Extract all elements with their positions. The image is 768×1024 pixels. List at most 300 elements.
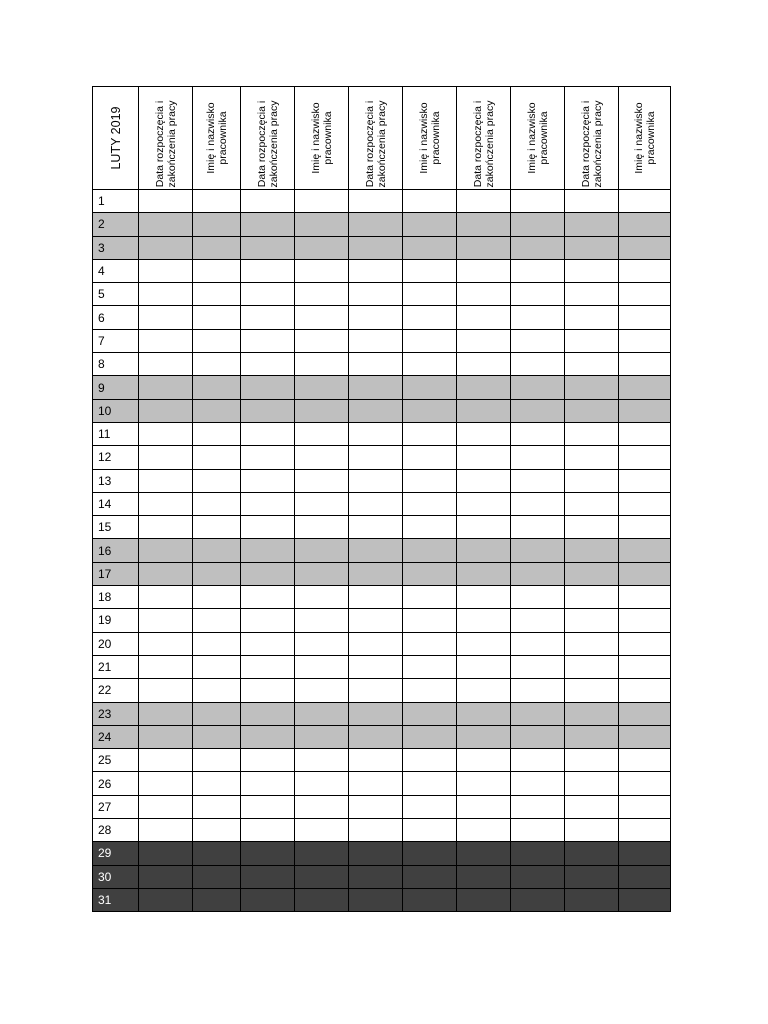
- employee-name-cell[interactable]: [511, 329, 565, 352]
- date-range-cell[interactable]: [349, 725, 403, 748]
- date-range-cell[interactable]: [349, 586, 403, 609]
- employee-name-cell[interactable]: [193, 353, 241, 376]
- employee-name-cell[interactable]: [619, 795, 671, 818]
- employee-name-cell[interactable]: [193, 609, 241, 632]
- date-range-cell[interactable]: [349, 749, 403, 772]
- employee-name-cell[interactable]: [511, 399, 565, 422]
- employee-name-cell[interactable]: [511, 749, 565, 772]
- date-range-cell[interactable]: [457, 586, 511, 609]
- employee-name-cell[interactable]: [619, 655, 671, 678]
- employee-name-cell[interactable]: [295, 632, 349, 655]
- employee-name-cell[interactable]: [619, 422, 671, 445]
- employee-name-cell[interactable]: [403, 679, 457, 702]
- date-range-cell[interactable]: [457, 259, 511, 282]
- date-range-cell[interactable]: [457, 516, 511, 539]
- date-range-cell[interactable]: [349, 329, 403, 352]
- date-range-cell[interactable]: [139, 562, 193, 585]
- employee-name-cell[interactable]: [403, 422, 457, 445]
- employee-name-cell[interactable]: [403, 586, 457, 609]
- employee-name-cell[interactable]: [193, 586, 241, 609]
- date-range-cell[interactable]: [457, 795, 511, 818]
- employee-name-cell[interactable]: [193, 679, 241, 702]
- employee-name-cell[interactable]: [295, 446, 349, 469]
- date-range-cell[interactable]: [565, 469, 619, 492]
- date-range-cell[interactable]: [457, 446, 511, 469]
- date-range-cell[interactable]: [349, 702, 403, 725]
- date-range-cell[interactable]: [139, 329, 193, 352]
- employee-name-cell[interactable]: [193, 539, 241, 562]
- date-range-cell[interactable]: [349, 679, 403, 702]
- employee-name-cell: [295, 842, 349, 865]
- employee-name-cell[interactable]: [295, 283, 349, 306]
- date-range-cell[interactable]: [565, 702, 619, 725]
- date-range-cell[interactable]: [457, 353, 511, 376]
- date-range-cell[interactable]: [349, 562, 403, 585]
- date-range-cell[interactable]: [139, 353, 193, 376]
- employee-name-cell[interactable]: [511, 609, 565, 632]
- date-range-cell[interactable]: [349, 772, 403, 795]
- date-range-cell[interactable]: [565, 213, 619, 236]
- employee-name-cell[interactable]: [619, 236, 671, 259]
- employee-name-cell[interactable]: [403, 725, 457, 748]
- date-range-cell[interactable]: [241, 190, 295, 213]
- employee-name-cell[interactable]: [619, 562, 671, 585]
- date-range-cell[interactable]: [565, 679, 619, 702]
- employee-name-cell[interactable]: [193, 259, 241, 282]
- employee-name-cell[interactable]: [619, 539, 671, 562]
- employee-name-cell[interactable]: [193, 190, 241, 213]
- employee-name-cell[interactable]: [403, 376, 457, 399]
- employee-name-cell[interactable]: [193, 329, 241, 352]
- table-row: [93, 562, 671, 585]
- date-range-cell[interactable]: [457, 562, 511, 585]
- date-range-cell[interactable]: [457, 190, 511, 213]
- employee-name-cell[interactable]: [193, 749, 241, 772]
- employee-name-cell[interactable]: [619, 725, 671, 748]
- date-range-cell[interactable]: [349, 469, 403, 492]
- date-range-cell[interactable]: [241, 586, 295, 609]
- employee-name-cell[interactable]: [511, 353, 565, 376]
- employee-name-cell[interactable]: [295, 259, 349, 282]
- date-range-cell[interactable]: [349, 283, 403, 306]
- employee-name-cell[interactable]: [193, 376, 241, 399]
- date-range-cell[interactable]: [349, 213, 403, 236]
- date-range-cell[interactable]: [565, 795, 619, 818]
- date-range-cell[interactable]: [349, 236, 403, 259]
- employee-name-cell[interactable]: [511, 376, 565, 399]
- date-range-cell[interactable]: [349, 655, 403, 678]
- date-range-cell[interactable]: [565, 376, 619, 399]
- date-range-cell[interactable]: [139, 632, 193, 655]
- employee-name-cell[interactable]: [295, 469, 349, 492]
- employee-name-cell[interactable]: [295, 772, 349, 795]
- employee-name-cell[interactable]: [403, 795, 457, 818]
- date-range-cell[interactable]: [457, 236, 511, 259]
- employee-name-cell[interactable]: [619, 819, 671, 842]
- employee-name-cell[interactable]: [295, 353, 349, 376]
- date-range-cell[interactable]: [241, 306, 295, 329]
- date-range-cell[interactable]: [565, 819, 619, 842]
- employee-name-cell[interactable]: [403, 702, 457, 725]
- employee-name-cell[interactable]: [403, 236, 457, 259]
- date-range-cell[interactable]: [241, 632, 295, 655]
- date-range-cell[interactable]: [241, 539, 295, 562]
- employee-name-cell[interactable]: [511, 213, 565, 236]
- employee-name-cell[interactable]: [295, 795, 349, 818]
- date-range-cell[interactable]: [241, 655, 295, 678]
- employee-name-cell[interactable]: [193, 772, 241, 795]
- date-range-cell[interactable]: [241, 446, 295, 469]
- date-range-cell[interactable]: [349, 190, 403, 213]
- employee-name-cell[interactable]: [295, 190, 349, 213]
- employee-name-cell[interactable]: [511, 819, 565, 842]
- date-range-cell[interactable]: [457, 632, 511, 655]
- date-range-cell[interactable]: [349, 609, 403, 632]
- employee-name-cell[interactable]: [295, 306, 349, 329]
- employee-name-cell[interactable]: [619, 586, 671, 609]
- employee-name-cell[interactable]: [193, 306, 241, 329]
- date-range-cell[interactable]: [241, 562, 295, 585]
- date-range-cell[interactable]: [241, 422, 295, 445]
- employee-name-cell[interactable]: [619, 259, 671, 282]
- employee-name-cell[interactable]: [403, 492, 457, 515]
- employee-name-cell[interactable]: [403, 399, 457, 422]
- day-number: 28: [93, 819, 139, 842]
- date-range-cell[interactable]: [139, 749, 193, 772]
- date-range-cell[interactable]: [349, 376, 403, 399]
- employee-name-cell[interactable]: [511, 655, 565, 678]
- employee-name-cell[interactable]: [511, 539, 565, 562]
- employee-name-cell[interactable]: [511, 725, 565, 748]
- employee-name-cell[interactable]: [193, 516, 241, 539]
- date-range-cell[interactable]: [241, 749, 295, 772]
- employee-name-cell[interactable]: [619, 446, 671, 469]
- employee-name-cell[interactable]: [511, 702, 565, 725]
- date-range-cell[interactable]: [457, 609, 511, 632]
- table-row: [93, 749, 671, 772]
- date-range-cell[interactable]: [139, 725, 193, 748]
- employee-name-cell[interactable]: [511, 469, 565, 492]
- date-range-cell[interactable]: [457, 399, 511, 422]
- employee-name-cell[interactable]: [403, 516, 457, 539]
- date-range-cell[interactable]: [241, 795, 295, 818]
- employee-name-cell[interactable]: [403, 772, 457, 795]
- employee-name-cell[interactable]: [295, 399, 349, 422]
- date-range-cell[interactable]: [349, 795, 403, 818]
- employee-name-cell[interactable]: [295, 586, 349, 609]
- date-range-cell[interactable]: [457, 283, 511, 306]
- date-range-cell[interactable]: [457, 655, 511, 678]
- date-range-cell[interactable]: [139, 446, 193, 469]
- employee-name-cell[interactable]: [193, 492, 241, 515]
- employee-name-cell: [193, 842, 241, 865]
- employee-name-cell[interactable]: [193, 655, 241, 678]
- employee-name-cell[interactable]: [619, 609, 671, 632]
- day-number: 24: [93, 725, 139, 748]
- date-range-cell[interactable]: [139, 190, 193, 213]
- date-range-cell[interactable]: [241, 516, 295, 539]
- date-range-cell[interactable]: [241, 609, 295, 632]
- date-range-cell[interactable]: [241, 725, 295, 748]
- employee-name-cell[interactable]: [193, 725, 241, 748]
- date-range-cell[interactable]: [457, 492, 511, 515]
- date-range-cell[interactable]: [241, 283, 295, 306]
- employee-name-cell[interactable]: [619, 306, 671, 329]
- employee-name-cell[interactable]: [403, 469, 457, 492]
- employee-name-cell[interactable]: [403, 539, 457, 562]
- date-range-cell[interactable]: [139, 655, 193, 678]
- employee-name-cell[interactable]: [511, 795, 565, 818]
- date-range-cell[interactable]: [565, 586, 619, 609]
- date-range-cell[interactable]: [241, 702, 295, 725]
- date-range-cell[interactable]: [139, 376, 193, 399]
- employee-name-cell[interactable]: [619, 376, 671, 399]
- date-range-cell[interactable]: [565, 190, 619, 213]
- employee-name-cell[interactable]: [193, 562, 241, 585]
- employee-name-cell[interactable]: [295, 236, 349, 259]
- employee-name-cell[interactable]: [511, 422, 565, 445]
- date-range-cell[interactable]: [565, 609, 619, 632]
- employee-name-cell[interactable]: [619, 353, 671, 376]
- date-range-cell[interactable]: [241, 399, 295, 422]
- employee-name-cell[interactable]: [295, 609, 349, 632]
- employee-name-cell[interactable]: [619, 632, 671, 655]
- employee-name-cell[interactable]: [511, 259, 565, 282]
- employee-name-cell[interactable]: [403, 213, 457, 236]
- table-row: [93, 399, 671, 422]
- employee-name-cell[interactable]: [619, 702, 671, 725]
- date-range-cell[interactable]: [565, 632, 619, 655]
- employee-name-cell[interactable]: [403, 562, 457, 585]
- employee-name-cell[interactable]: [619, 492, 671, 515]
- employee-name-cell[interactable]: [619, 772, 671, 795]
- date-range-cell[interactable]: [565, 236, 619, 259]
- employee-name-cell[interactable]: [511, 306, 565, 329]
- employee-name-cell[interactable]: [511, 632, 565, 655]
- employee-name-cell[interactable]: [193, 422, 241, 445]
- employee-name-cell: [619, 842, 671, 865]
- employee-name-cell[interactable]: [295, 819, 349, 842]
- date-range-cell[interactable]: [241, 772, 295, 795]
- date-range-cell: [241, 865, 295, 888]
- employee-name-cell[interactable]: [619, 213, 671, 236]
- date-range-cell[interactable]: [565, 446, 619, 469]
- date-range-cell[interactable]: [139, 772, 193, 795]
- day-number: 11: [93, 422, 139, 445]
- date-range-cell[interactable]: [349, 422, 403, 445]
- employee-name-cell[interactable]: [619, 190, 671, 213]
- employee-name-cell: [403, 888, 457, 911]
- employee-name-cell[interactable]: [295, 562, 349, 585]
- date-range-cell[interactable]: [565, 353, 619, 376]
- date-range-cell[interactable]: [139, 539, 193, 562]
- day-number: 25: [93, 749, 139, 772]
- employee-name-cell[interactable]: [619, 749, 671, 772]
- date-range-cell[interactable]: [565, 492, 619, 515]
- employee-name-cell[interactable]: [619, 469, 671, 492]
- employee-name-cell[interactable]: [619, 399, 671, 422]
- date-range-cell[interactable]: [349, 353, 403, 376]
- date-range-cell[interactable]: [241, 469, 295, 492]
- date-range-cell[interactable]: [139, 399, 193, 422]
- employee-name-cell[interactable]: [619, 516, 671, 539]
- employee-name-cell[interactable]: [193, 702, 241, 725]
- date-range-cell[interactable]: [565, 399, 619, 422]
- employee-name-cell[interactable]: [295, 539, 349, 562]
- employee-name-cell[interactable]: [193, 213, 241, 236]
- employee-name-cell[interactable]: [403, 655, 457, 678]
- date-range-cell[interactable]: [565, 259, 619, 282]
- employee-name-cell[interactable]: [511, 516, 565, 539]
- date-range-cell[interactable]: [139, 306, 193, 329]
- date-range-cell[interactable]: [457, 306, 511, 329]
- employee-name-cell[interactable]: [403, 353, 457, 376]
- date-range-cell[interactable]: [565, 725, 619, 748]
- employee-name-cell[interactable]: [295, 492, 349, 515]
- employee-name-cell[interactable]: [511, 283, 565, 306]
- date-range-cell[interactable]: [241, 376, 295, 399]
- date-range-cell[interactable]: [565, 422, 619, 445]
- employee-name-cell[interactable]: [511, 190, 565, 213]
- employee-name-cell[interactable]: [511, 236, 565, 259]
- date-range-cell[interactable]: [349, 306, 403, 329]
- date-range-cell[interactable]: [139, 422, 193, 445]
- employee-name-cell[interactable]: [403, 283, 457, 306]
- date-range-cell[interactable]: [139, 516, 193, 539]
- employee-name-cell[interactable]: [193, 795, 241, 818]
- employee-name-cell[interactable]: [295, 329, 349, 352]
- date-range-cell[interactable]: [565, 516, 619, 539]
- date-range-cell[interactable]: [457, 376, 511, 399]
- employee-name-cell[interactable]: [403, 749, 457, 772]
- date-range-cell[interactable]: [139, 795, 193, 818]
- employee-name-cell[interactable]: [193, 236, 241, 259]
- date-range-cell[interactable]: [349, 446, 403, 469]
- date-range-cell[interactable]: [457, 819, 511, 842]
- date-range-cell[interactable]: [457, 329, 511, 352]
- employee-name-cell[interactable]: [295, 516, 349, 539]
- date-range-cell[interactable]: [139, 283, 193, 306]
- date-range-cell[interactable]: [457, 702, 511, 725]
- column-header-label: Imię i nazwisko pracownika: [309, 102, 334, 174]
- date-range-cell[interactable]: [241, 492, 295, 515]
- employee-name-cell[interactable]: [403, 190, 457, 213]
- date-range-cell[interactable]: [139, 679, 193, 702]
- date-range-cell[interactable]: [457, 213, 511, 236]
- employee-name-cell[interactable]: [295, 422, 349, 445]
- date-range-cell[interactable]: [139, 492, 193, 515]
- employee-name-cell[interactable]: [193, 632, 241, 655]
- employee-name-cell[interactable]: [511, 586, 565, 609]
- table-row: [93, 353, 671, 376]
- employee-name-cell[interactable]: [511, 562, 565, 585]
- employee-name-cell[interactable]: [295, 213, 349, 236]
- date-range-cell[interactable]: [565, 772, 619, 795]
- header-date-range-5: [565, 87, 619, 190]
- employee-name-cell[interactable]: [403, 819, 457, 842]
- date-range-cell[interactable]: [565, 306, 619, 329]
- date-range-cell[interactable]: [241, 679, 295, 702]
- employee-name-cell[interactable]: [403, 446, 457, 469]
- employee-name-cell[interactable]: [193, 283, 241, 306]
- date-range-cell[interactable]: [139, 213, 193, 236]
- employee-name-cell[interactable]: [511, 446, 565, 469]
- date-range-cell[interactable]: [241, 819, 295, 842]
- date-range-cell[interactable]: [241, 353, 295, 376]
- date-range-cell[interactable]: [139, 259, 193, 282]
- employee-name-cell[interactable]: [295, 702, 349, 725]
- day-number: 7: [93, 329, 139, 352]
- employee-name-cell[interactable]: [295, 655, 349, 678]
- date-range-cell[interactable]: [457, 469, 511, 492]
- date-range-cell[interactable]: [565, 283, 619, 306]
- date-range-cell[interactable]: [241, 213, 295, 236]
- date-range-cell[interactable]: [349, 259, 403, 282]
- employee-name-cell[interactable]: [403, 632, 457, 655]
- employee-name-cell[interactable]: [193, 446, 241, 469]
- employee-name-cell[interactable]: [193, 399, 241, 422]
- date-range-cell[interactable]: [457, 539, 511, 562]
- employee-name-cell[interactable]: [511, 772, 565, 795]
- employee-name-cell[interactable]: [511, 492, 565, 515]
- day-number: 10: [93, 399, 139, 422]
- date-range-cell[interactable]: [457, 749, 511, 772]
- employee-name-cell[interactable]: [511, 679, 565, 702]
- date-range-cell[interactable]: [565, 655, 619, 678]
- date-range-cell[interactable]: [349, 516, 403, 539]
- date-range-cell[interactable]: [241, 236, 295, 259]
- date-range-cell[interactable]: [139, 609, 193, 632]
- date-range-cell[interactable]: [349, 819, 403, 842]
- employee-name-cell[interactable]: [403, 306, 457, 329]
- employee-name-cell[interactable]: [403, 329, 457, 352]
- date-range-cell[interactable]: [139, 702, 193, 725]
- employee-name-cell[interactable]: [619, 329, 671, 352]
- column-header-label: Data rozpoczęcia i zakończenia pracy: [579, 100, 604, 188]
- employee-name-cell[interactable]: [295, 679, 349, 702]
- employee-name-cell[interactable]: [295, 749, 349, 772]
- date-range-cell[interactable]: [349, 539, 403, 562]
- date-range-cell[interactable]: [457, 679, 511, 702]
- date-range-cell[interactable]: [139, 586, 193, 609]
- employee-name-cell[interactable]: [619, 283, 671, 306]
- date-range-cell[interactable]: [457, 725, 511, 748]
- date-range-cell[interactable]: [457, 772, 511, 795]
- date-range-cell[interactable]: [241, 259, 295, 282]
- date-range-cell[interactable]: [139, 819, 193, 842]
- date-range-cell[interactable]: [349, 632, 403, 655]
- day-number: 6: [93, 306, 139, 329]
- date-range-cell[interactable]: [349, 399, 403, 422]
- date-range-cell[interactable]: [565, 562, 619, 585]
- employee-name-cell[interactable]: [295, 725, 349, 748]
- employee-name-cell[interactable]: [193, 469, 241, 492]
- employee-name-cell[interactable]: [403, 609, 457, 632]
- date-range-cell[interactable]: [457, 422, 511, 445]
- employee-name-cell[interactable]: [403, 259, 457, 282]
- date-range-cell[interactable]: [565, 749, 619, 772]
- employee-name-cell[interactable]: [295, 376, 349, 399]
- employee-name-cell[interactable]: [619, 679, 671, 702]
- date-range-cell[interactable]: [565, 329, 619, 352]
- date-range-cell[interactable]: [565, 539, 619, 562]
- date-range-cell[interactable]: [349, 492, 403, 515]
- date-range-cell[interactable]: [139, 469, 193, 492]
- date-range-cell[interactable]: [241, 329, 295, 352]
- date-range-cell[interactable]: [139, 236, 193, 259]
- employee-name-cell[interactable]: [193, 819, 241, 842]
- day-number: 3: [93, 236, 139, 259]
